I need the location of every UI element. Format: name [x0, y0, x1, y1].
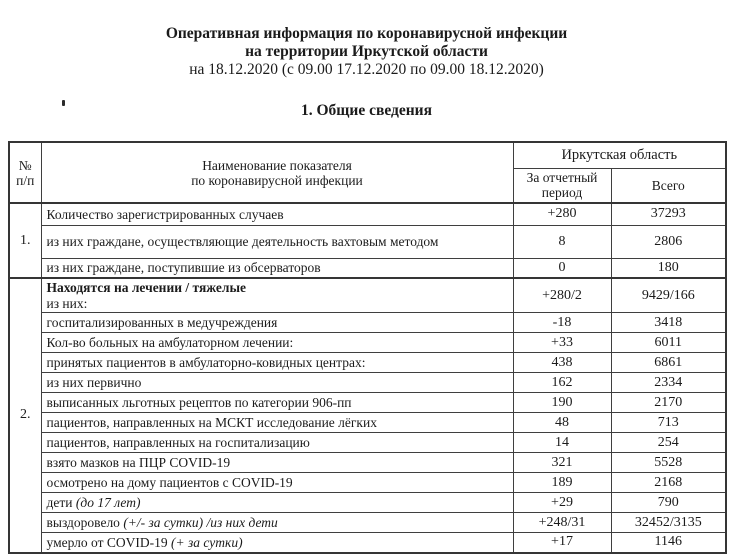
row-label-text: дети — [46, 494, 76, 510]
section-number: 2. — [9, 278, 41, 553]
row-label: выписанных льготных рецептов по категории 906-пп — [41, 393, 513, 413]
row-period-value: +29 — [513, 493, 611, 513]
row-total-value: 1146 — [611, 533, 726, 553]
row-period-value: 48 — [513, 413, 611, 433]
row-period-value: +33 — [513, 333, 611, 353]
table-row — [9, 453, 726, 473]
row-period-value: +17 — [513, 533, 611, 553]
row-total-value: 6861 — [611, 353, 726, 373]
row-period-value: 321 — [513, 453, 611, 473]
table-row — [9, 533, 726, 553]
row-label: взято мазков на ПЦР COVID-19 — [41, 453, 513, 473]
row-total-value: 180 — [611, 258, 726, 278]
table-row — [9, 413, 726, 433]
row-period-value: +248/31 — [513, 513, 611, 533]
row-label: принятых пациентов в амбулаторно-ковидных центрах: — [41, 353, 513, 373]
row-label: осмотрено на дому пациентов с COVID-19 — [41, 473, 513, 493]
table-row — [9, 473, 726, 493]
table-row — [9, 393, 726, 413]
row-total-value: 254 — [611, 433, 726, 453]
row-label — [41, 533, 513, 553]
title-line-1: Оперативная информация по коронавирусной инфекции — [165, 25, 568, 42]
table-header-row-1 — [9, 142, 726, 168]
header-name-line1: Наименование показателя — [202, 157, 352, 173]
table-row — [9, 203, 726, 225]
table-row — [9, 513, 726, 533]
header-num-line1: № — [18, 157, 32, 173]
document-title — [0, 25, 733, 79]
row-label: пациентов, направленных на МСКТ исследование лёгких — [41, 413, 513, 433]
row-label-italic: (+/- за сутки) /из них дети — [123, 514, 278, 530]
table-row — [9, 278, 726, 313]
header-num-line2: п/п — [16, 172, 35, 188]
general-info-table — [8, 141, 727, 554]
row-total-value: 3418 — [611, 313, 726, 333]
header-period-line2: период — [541, 185, 583, 201]
row-label: Количество зарегистрированных случаев — [41, 203, 513, 225]
table-row — [9, 333, 726, 353]
header-name-col — [41, 142, 513, 203]
table-row — [9, 258, 726, 278]
row-total-value: 9429/166 — [611, 278, 726, 313]
row-period-value: 14 — [513, 433, 611, 453]
table-row — [9, 433, 726, 453]
row-label: из них первично — [41, 373, 513, 393]
title-line-3: на 18.12.2020 (с 09.00 17.12.2020 по 09.00 18.12.2020) — [189, 61, 544, 78]
row-total-value: 2168 — [611, 473, 726, 493]
table-row — [9, 225, 726, 258]
row-period-value: +280 — [513, 203, 611, 225]
row-period-value: +280/2 — [513, 278, 611, 313]
section-number: 1. — [9, 203, 41, 278]
row-label-line2: из них: — [46, 295, 88, 311]
section-heading: 1. Общие сведения — [301, 102, 432, 119]
row-label-text: выздоровело — [46, 514, 124, 530]
row-label: пациентов, направленных на госпитализацию — [41, 433, 513, 453]
table-row — [9, 353, 726, 373]
row-label: Кол-во больных на амбулаторном лечении: — [41, 333, 513, 353]
row-label: из них граждане, осуществляющие деятельность вахтовым методом — [41, 225, 513, 258]
title-line-2: на территории Иркутской области — [245, 43, 488, 60]
row-label-italic: (+ за сутки) — [171, 534, 243, 550]
row-label-text: умерло от COVID-19 — [46, 534, 172, 550]
row-period-value: -18 — [513, 313, 611, 333]
row-total-value: 37293 — [611, 203, 726, 225]
header-total-col: Всего — [611, 168, 726, 203]
row-total-value: 713 — [611, 413, 726, 433]
row-total-value: 5528 — [611, 453, 726, 473]
table-row — [9, 373, 726, 393]
row-period-value: 189 — [513, 473, 611, 493]
header-num-col — [9, 142, 41, 203]
table-row — [9, 493, 726, 513]
row-label — [41, 493, 513, 513]
row-total-value: 32452/3135 — [611, 513, 726, 533]
header-period-line1: За отчетный — [526, 170, 598, 186]
row-label — [41, 278, 513, 313]
table-row — [9, 313, 726, 333]
header-name-line2: по коронавирусной инфекции — [191, 172, 363, 188]
header-period-col — [513, 168, 611, 203]
row-period-value: 190 — [513, 393, 611, 413]
row-label: из них граждане, поступившие из обсерваторов — [41, 258, 513, 278]
row-label-line1: Находятся на лечении / тяжелые — [46, 280, 246, 295]
row-total-value: 2170 — [611, 393, 726, 413]
row-label-italic: (до 17 лет) — [75, 494, 141, 510]
row-label — [41, 513, 513, 533]
row-period-value: 162 — [513, 373, 611, 393]
row-period-value: 8 — [513, 225, 611, 258]
row-total-value: 2334 — [611, 373, 726, 393]
row-label: госпитализированных в медучреждения — [41, 313, 513, 333]
row-period-value: 438 — [513, 353, 611, 373]
row-total-value: 6011 — [611, 333, 726, 353]
header-region: Иркутская область — [513, 142, 726, 168]
row-total-value: 2806 — [611, 225, 726, 258]
row-total-value: 790 — [611, 493, 726, 513]
row-period-value: 0 — [513, 258, 611, 278]
